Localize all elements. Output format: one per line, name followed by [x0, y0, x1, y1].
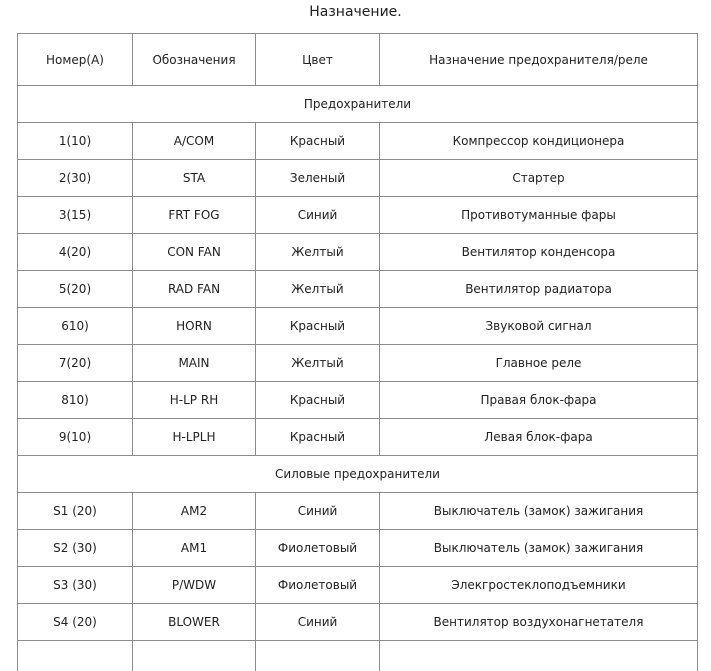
cell-designation: AM1 — [133, 530, 256, 567]
cell-empty — [256, 641, 380, 671]
cell-color: Красный — [256, 123, 380, 160]
cell-designation: HORN — [133, 308, 256, 345]
cell-designation: MAIN — [133, 345, 256, 382]
table-row — [18, 567, 698, 604]
table-row — [18, 419, 698, 456]
cell-number: 610) — [18, 308, 133, 345]
header-number: Номер(А) — [18, 34, 133, 86]
cell-color: Желтый — [256, 234, 380, 271]
cell-color: Синий — [256, 197, 380, 234]
cell-number: S1 (20) — [18, 493, 133, 530]
cell-color: Красный — [256, 308, 380, 345]
header-designation: Обозначения — [133, 34, 256, 86]
cell-color: Зеленый — [256, 160, 380, 197]
cell-number: 9(10) — [18, 419, 133, 456]
cell-designation: BLOWER — [133, 604, 256, 641]
cell-color: Красный — [256, 419, 380, 456]
cell-color: Фиолетовый — [256, 530, 380, 567]
cell-designation: H-LPLH — [133, 419, 256, 456]
table-row — [18, 493, 698, 530]
table-row — [18, 234, 698, 271]
cell-purpose: Компрессор кондиционера — [380, 123, 698, 160]
table-row — [18, 382, 698, 419]
cell-designation: STA — [133, 160, 256, 197]
cell-purpose: Звуковой сигнал — [380, 308, 698, 345]
cell-purpose: Главное реле — [380, 345, 698, 382]
cell-number: 5(20) — [18, 271, 133, 308]
cell-number: 4(20) — [18, 234, 133, 271]
table-row-partial — [18, 641, 698, 671]
section-row — [18, 86, 698, 123]
table-row — [18, 197, 698, 234]
cell-number: S4 (20) — [18, 604, 133, 641]
cell-number: 1(10) — [18, 123, 133, 160]
cell-empty — [18, 641, 133, 671]
section-title: Предохранители — [18, 86, 698, 123]
cell-color: Желтый — [256, 345, 380, 382]
cell-designation: CON FAN — [133, 234, 256, 271]
cell-number: 3(15) — [18, 197, 133, 234]
cell-purpose: Правая блок-фара — [380, 382, 698, 419]
cell-number: S2 (30) — [18, 530, 133, 567]
cell-designation: H-LP RH — [133, 382, 256, 419]
cell-designation: P/WDW — [133, 567, 256, 604]
cell-designation: AM2 — [133, 493, 256, 530]
cell-color: Фиолетовый — [256, 567, 380, 604]
table-row — [18, 123, 698, 160]
cell-purpose: Вентилятор конденсора — [380, 234, 698, 271]
header-purpose: Назначение предохранителя/реле — [380, 34, 698, 86]
cell-color: Желтый — [256, 271, 380, 308]
table-row — [18, 160, 698, 197]
cell-purpose: Стартер — [380, 160, 698, 197]
table-row — [18, 308, 698, 345]
cell-color: Синий — [256, 604, 380, 641]
cell-designation: A/COM — [133, 123, 256, 160]
cell-purpose: Выключатель (замок) зажигания — [380, 530, 698, 567]
cell-purpose: Элекгростеклоподъемники — [380, 567, 698, 604]
header-color: Цвет — [256, 34, 380, 86]
table-row — [18, 530, 698, 567]
cell-empty — [133, 641, 256, 671]
cell-color: Синий — [256, 493, 380, 530]
cell-empty — [380, 641, 698, 671]
table-body — [18, 34, 698, 671]
cell-purpose: Вентилятор воздухонагнетателя — [380, 604, 698, 641]
cell-designation: FRT FOG — [133, 197, 256, 234]
cell-number: 810) — [18, 382, 133, 419]
table-row — [18, 271, 698, 308]
cell-color: Красный — [256, 382, 380, 419]
cell-number: 7(20) — [18, 345, 133, 382]
table-header-row — [18, 34, 698, 86]
page-title: Назначение. — [0, 4, 711, 20]
cell-purpose: Вентилятор радиатора — [380, 271, 698, 308]
table-row — [18, 345, 698, 382]
cell-designation: RAD FAN — [133, 271, 256, 308]
cell-purpose: Противотуманные фары — [380, 197, 698, 234]
section-title: Силовые предохранители — [18, 456, 698, 493]
cell-number: S3 (30) — [18, 567, 133, 604]
table-row — [18, 604, 698, 641]
cell-purpose: Левая блок-фара — [380, 419, 698, 456]
cell-number: 2(30) — [18, 160, 133, 197]
fuse-relay-table — [17, 33, 698, 671]
section-row — [18, 456, 698, 493]
cell-purpose: Выключатель (замок) зажигания — [380, 493, 698, 530]
